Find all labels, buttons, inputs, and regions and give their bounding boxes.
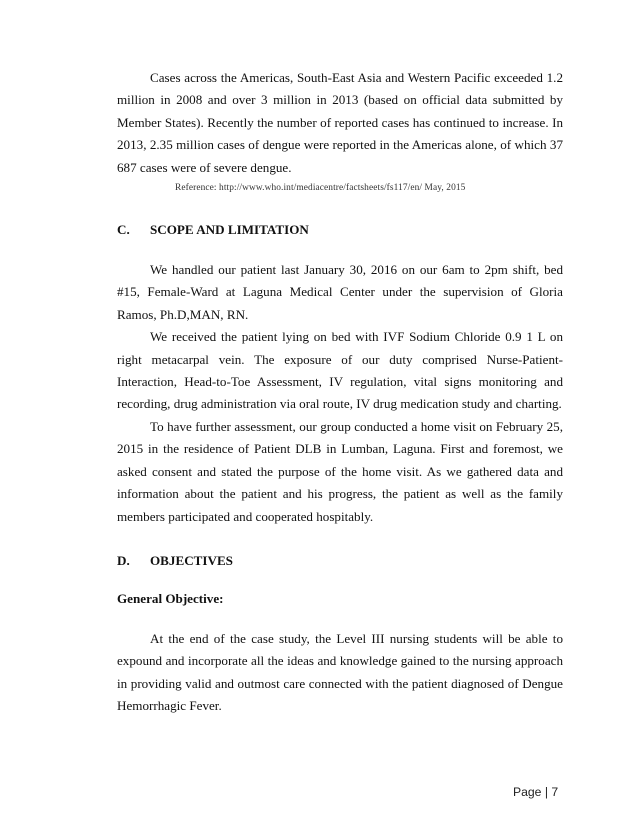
- spacer: [117, 197, 563, 219]
- scope-paragraph-3: To have further assessment, our group conducted a home visit on February 25, 2015 in the residence of Patient DLB in Lumban, Laguna. First and foremost, we asked consent and stated the purpose of the home visit. As we gathered data and information about the patient and his progress, the patient as well as the family members participated and cooperated hospitably.: [117, 418, 563, 524]
- reference-citation: Reference: http://www.who.int/mediacentre/factsheets/fs117/en/ May, 2015: [175, 183, 466, 194]
- section-d-letter: D.: [117, 552, 130, 568]
- scope-paragraph-2: We received the patient lying on bed with IVF Sodium Chloride 0.9 1 L on right metacarpal vein. The exposure of our duty comprised Nurse-Patient-Interaction, Head-to-Toe Assessment, IV regulation, vital signs monitoring and recording, drug administration via oral route, IV drug medication study and charting.: [117, 329, 563, 412]
- page-content: [117, 67, 563, 718]
- section-c-letter: C.: [117, 222, 130, 238]
- section-d-heading: [117, 550, 563, 572]
- spacer: [117, 241, 563, 259]
- page-number: Page | 7: [513, 785, 559, 799]
- objective-paragraph: At the end of the case study, the Level III nursing students will be able to expound and incorporate all the ideas and knowledge gained to the nursing approach in providing valid and outmost care connected with the patient diagnosed of Dengue Hemorrhagic Fever.: [117, 630, 563, 714]
- section-c-heading: [117, 219, 563, 241]
- section-c-title: SCOPE AND LIMITATION: [150, 222, 309, 238]
- spacer: [117, 572, 563, 588]
- general-objective-heading: General Objective:: [117, 590, 224, 606]
- spacer: [117, 528, 563, 550]
- scope-paragraph-1: We handled our patient last January 30, 2016 on our 6am to 2pm shift, bed #15, Female-Ward at Laguna Medical Center under the supervision of Gloria Ramos, Ph.D,MAN, RN.: [117, 262, 563, 322]
- section-d-title: OBJECTIVES: [150, 552, 233, 568]
- spacer: [117, 610, 563, 628]
- intro-paragraph: Cases across the Americas, South-East Asia and Western Pacific exceeded 1.2 million in 2008 and over 3 million in 2013 (based on official data submitted by Member States). Recently the number of reported cases has continued to increase. In 2013, 2.35 million cases of dengue were reported in the Americas alone, of which 37 687 cases were of severe dengue.: [117, 70, 563, 175]
